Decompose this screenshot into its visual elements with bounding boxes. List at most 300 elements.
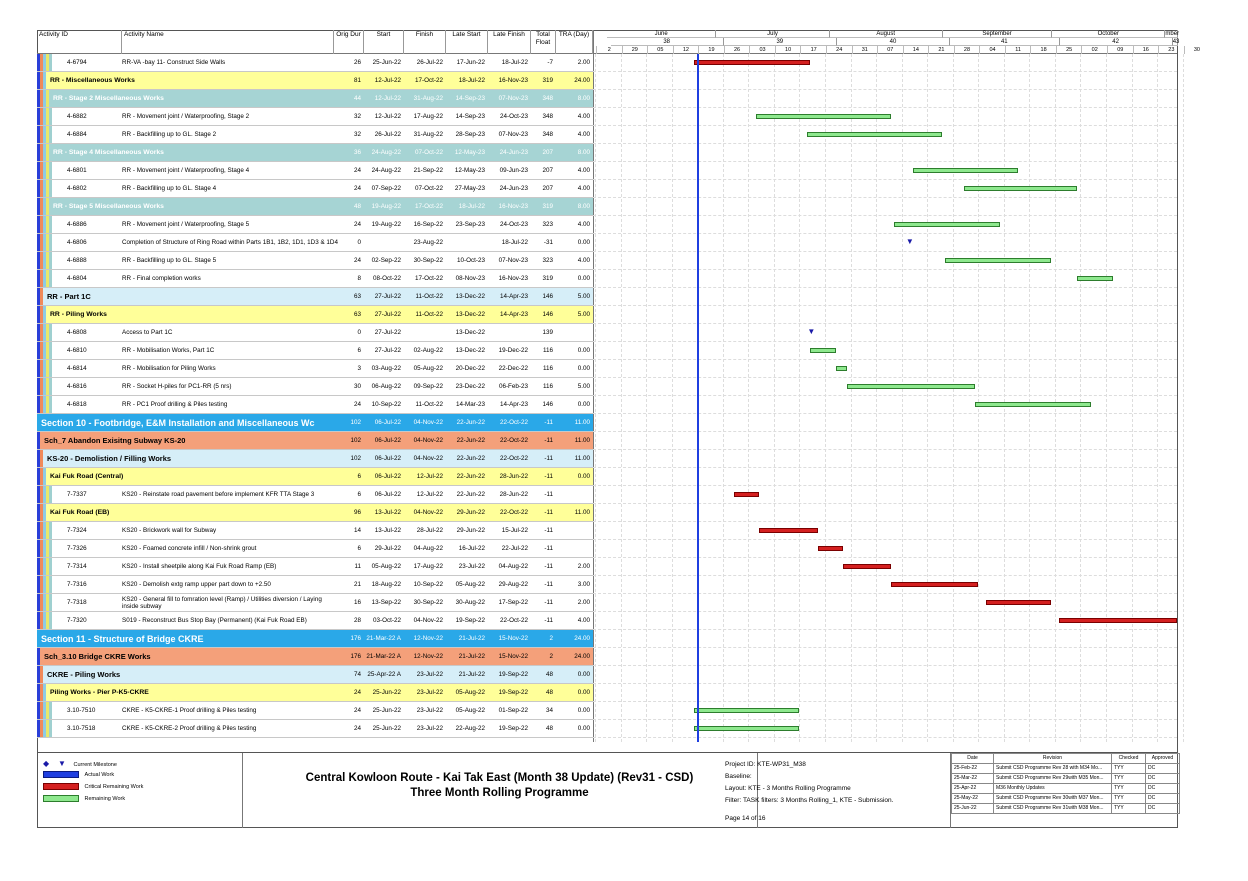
revision-header: Date — [952, 754, 994, 764]
gantt-row — [593, 594, 1177, 612]
activity-row[interactable] — [37, 558, 593, 576]
wbs-row[interactable] — [37, 90, 593, 108]
wbs-name: RR - Piling Works — [50, 311, 107, 318]
revision-cell: Submit CSD Programme Rev 31with M38 Mon... — [994, 804, 1112, 814]
finish-date: 04-Nov-22 — [413, 437, 443, 444]
wbs-row[interactable] — [37, 144, 593, 162]
activity-row[interactable] — [37, 180, 593, 198]
remaining-bar[interactable] — [847, 384, 975, 389]
revision-cell: Submit CSD Programme Rev 28 with M34 Mo... — [994, 764, 1112, 774]
remaining-bar[interactable] — [694, 708, 800, 713]
late-start-date: 13-Dec-22 — [455, 293, 485, 300]
header-finish[interactable]: Finish — [404, 30, 446, 54]
critical-bar[interactable] — [694, 60, 811, 65]
total-float: 146 — [542, 293, 553, 300]
late-start-date: 21-Jul-22 — [458, 653, 485, 660]
orig-dur: 6 — [357, 545, 361, 552]
milestone-icon[interactable]: ▼ — [905, 237, 914, 246]
day-label: 21 — [928, 46, 954, 54]
activity-name: KS20 - Demolish extg ramp upper part down to +2.50 — [122, 581, 271, 588]
finish-date: 26-Jul-22 — [416, 59, 443, 66]
finish-date: 30-Sep-22 — [413, 599, 443, 606]
activity-name: S019 - Reconstruct Bus Stop Bay (Permanent) (Kai Fuk Road EB) — [122, 617, 307, 624]
total-float: -11 — [544, 509, 553, 516]
start-date: 21-Mar-22 A — [366, 635, 401, 642]
activity-name: CKRE - K5-CKRE-1 Proof drilling & Piles testing — [122, 707, 257, 714]
late-finish-date: 14-Apr-23 — [499, 311, 528, 318]
total-float: -11 — [544, 455, 553, 462]
orig-dur: 102 — [350, 437, 361, 444]
footer — [37, 752, 1178, 828]
revision-row — [952, 794, 1180, 804]
day-label: 23 — [1158, 46, 1184, 54]
activity-name: KS20 - Brickwork wall for Subway — [122, 527, 217, 534]
start-date: 03-Oct-22 — [373, 617, 401, 624]
late-start-date: 14-Sep-23 — [455, 95, 485, 102]
wbs-row[interactable] — [37, 432, 593, 450]
wbs-row[interactable] — [37, 198, 593, 216]
header-tra[interactable]: TRA (Day) — [556, 30, 593, 54]
activity-id: 4-6802 — [67, 185, 87, 192]
finish-date: 12-Jul-22 — [416, 473, 443, 480]
day-label: 09 — [1107, 46, 1133, 54]
actual-work-swatch — [43, 771, 79, 778]
orig-dur: 6 — [357, 347, 361, 354]
total-float: -11 — [544, 419, 553, 426]
orig-dur: 24 — [353, 167, 361, 174]
month-label: June — [607, 30, 717, 38]
activity-row[interactable] — [37, 522, 593, 540]
day-label: 18 — [1030, 46, 1056, 54]
activity-id: 7-7320 — [67, 617, 87, 624]
data-date-line — [697, 54, 699, 742]
late-start-date: 12-May-23 — [454, 149, 485, 156]
activity-row[interactable] — [37, 612, 593, 630]
total-float: 207 — [542, 149, 553, 156]
late-finish-date: 07-Nov-23 — [498, 257, 528, 264]
day-label: 19 — [698, 46, 724, 54]
activity-row[interactable] — [37, 576, 593, 594]
critical-bar[interactable] — [891, 582, 979, 587]
activity-name: RR - Movement joint / Waterproofing, Stage 4 — [122, 167, 250, 174]
activity-row[interactable] — [37, 720, 593, 738]
header-late-start[interactable]: Late Start — [446, 30, 488, 54]
gantt-row — [593, 324, 1177, 342]
total-float: 319 — [542, 203, 553, 210]
start-date: 27-Jul-22 — [374, 311, 401, 318]
remaining-bar[interactable] — [894, 222, 1000, 227]
wbs-row[interactable] — [37, 72, 593, 90]
gantt-row — [593, 414, 1177, 432]
start-date: 03-Aug-22 — [371, 365, 401, 372]
start-date: 25-Jun-22 — [372, 725, 401, 732]
grid-line — [1183, 54, 1184, 742]
activity-id: 4-6801 — [67, 167, 87, 174]
day-label: 10 — [775, 46, 801, 54]
activity-row[interactable] — [37, 594, 593, 612]
orig-dur: 102 — [350, 419, 361, 426]
revision-header: Checked — [1112, 754, 1146, 764]
wbs-row[interactable] — [37, 684, 593, 702]
activity-id: 7-7326 — [67, 545, 87, 552]
gantt-row — [593, 432, 1177, 450]
activity-row[interactable] — [37, 486, 593, 504]
gantt-row — [593, 306, 1177, 324]
late-start-date: 28-Sep-23 — [455, 131, 485, 138]
revision-cell: 25-Feb-22 — [952, 764, 994, 774]
activity-id: 4-6794 — [67, 59, 87, 66]
tra-days: 0.00 — [577, 725, 590, 732]
orig-dur: 14 — [353, 527, 361, 534]
late-finish-date: 24-Oct-23 — [500, 113, 528, 120]
milestone-icon[interactable]: ▼ — [807, 327, 816, 336]
finish-date: 10-Sep-22 — [413, 581, 443, 588]
legend-actual-work: Actual Work — [43, 771, 114, 778]
late-finish-date: 01-Sep-22 — [498, 707, 528, 714]
day-label: 24 — [826, 46, 852, 54]
activity-id: 4-6818 — [67, 401, 87, 408]
late-start-date: 05-Aug-22 — [455, 707, 485, 714]
late-start-date: 22-Jun-22 — [456, 491, 485, 498]
activity-name: RR - Backfilling up to GL. Stage 5 — [122, 257, 217, 264]
month-label: September — [943, 30, 1053, 38]
revision-cell: DC — [1146, 774, 1180, 784]
finish-date: 05-Aug-22 — [413, 365, 443, 372]
orig-dur: 24 — [353, 221, 361, 228]
late-finish-date: 18-Jul-22 — [501, 239, 528, 246]
orig-dur: 32 — [353, 113, 361, 120]
finish-date: 17-Aug-22 — [413, 563, 443, 570]
orig-dur: 74 — [353, 671, 361, 678]
activity-row[interactable] — [37, 234, 593, 252]
day-label: 11 — [1005, 46, 1031, 54]
activity-id: 4-6816 — [67, 383, 87, 390]
gantt-row — [593, 162, 1177, 180]
activity-row[interactable] — [37, 396, 593, 414]
total-float: 348 — [542, 131, 553, 138]
start-date: 12-Jul-22 — [374, 113, 401, 120]
finish-date — [404, 324, 446, 342]
revision-header: Approved — [1146, 754, 1180, 764]
start-date: 26-Jul-22 — [374, 131, 401, 138]
remaining-bar[interactable] — [1077, 276, 1114, 281]
critical-bar[interactable] — [759, 528, 817, 533]
finish-date: 17-Oct-22 — [415, 77, 443, 84]
activity-id: 7-7337 — [67, 491, 87, 498]
gantt-row — [593, 720, 1177, 738]
wbs-row[interactable] — [37, 504, 593, 522]
activity-id: 3.10-7510 — [67, 707, 96, 714]
day-label: 26 — [724, 46, 750, 54]
activity-name: KS20 - Reinstate road pavement before implement KFR TTA Stage 3 — [122, 491, 315, 498]
header-total-float[interactable]: Total Float — [531, 30, 556, 54]
total-float: 348 — [542, 95, 553, 102]
revision-cell: DC — [1146, 764, 1180, 774]
late-start-date: 22-Jun-22 — [456, 455, 485, 462]
finish-date: 07-Oct-22 — [415, 185, 443, 192]
revision-table — [951, 753, 1180, 814]
wbs-row[interactable] — [37, 414, 593, 432]
critical-bar[interactable] — [986, 600, 1052, 605]
revision-cell: 25-Apr-22 — [952, 784, 994, 794]
tra-days: 0.00 — [577, 473, 590, 480]
wbs-name: Kai Fuk Road (Central) — [50, 473, 124, 480]
late-finish-date: 15-Nov-22 — [498, 635, 528, 642]
orig-dur: 36 — [353, 149, 361, 156]
activity-row[interactable] — [37, 342, 593, 360]
tra-days: 0.00 — [577, 689, 590, 696]
day-label: 29 — [622, 46, 648, 54]
total-float: 48 — [545, 725, 553, 732]
remaining-bar[interactable] — [964, 186, 1077, 191]
orig-dur: 0 — [357, 239, 361, 246]
wbs-name: Sch_3.10 Bridge CKRE Works — [44, 652, 151, 661]
orig-dur: 102 — [350, 455, 361, 462]
finish-date: 07-Oct-22 — [415, 149, 443, 156]
project-layout: Layout: KTE - 3 Months Rolling Programme — [725, 785, 851, 792]
start-date: 13-Jul-22 — [374, 527, 401, 534]
late-start-date: 22-Aug-22 — [455, 725, 485, 732]
activity-id: 4-6810 — [67, 347, 87, 354]
activity-row[interactable] — [37, 270, 593, 288]
orig-dur: 24 — [353, 401, 361, 408]
wbs-name: CKRE - Piling Works — [47, 670, 121, 679]
late-finish-date: 16-Nov-23 — [498, 77, 528, 84]
late-finish-date: 24-Jun-23 — [499, 149, 528, 156]
wbs-row[interactable] — [37, 288, 593, 306]
start-date: 21-Mar-22 A — [366, 653, 401, 660]
late-finish-date: 14-Apr-23 — [499, 293, 528, 300]
activity-row[interactable] — [37, 216, 593, 234]
week-label: 39 — [724, 38, 837, 46]
late-start-date: 14-Mar-23 — [455, 401, 485, 408]
tra-days — [556, 522, 593, 540]
tra-days: 11.00 — [574, 419, 590, 426]
gantt-row — [593, 180, 1177, 198]
finish-date: 04-Nov-22 — [413, 419, 443, 426]
start-date: 13-Jul-22 — [374, 509, 401, 516]
wbs-row[interactable] — [37, 666, 593, 684]
wbs-name: Section 10 - Footbridge, E&M Installation and Miscellaneous Wc — [41, 418, 315, 428]
orig-dur: 63 — [353, 311, 361, 318]
activity-id: 7-7324 — [67, 527, 87, 534]
remaining-bar[interactable] — [694, 726, 800, 731]
revision-cell: 25-Mar-22 — [952, 774, 994, 784]
total-float: -11 — [544, 581, 553, 588]
day-label: 2 — [596, 46, 622, 54]
tra-days: 5.00 — [577, 311, 590, 318]
activity-name: Access to Part 1C — [122, 329, 173, 336]
day-label: 30 — [1184, 46, 1210, 54]
total-float: -11 — [544, 599, 553, 606]
revision-cell: TYY — [1112, 774, 1146, 784]
activity-id: 7-7314 — [67, 563, 87, 570]
tra-days: 0.00 — [577, 239, 590, 246]
critical-bar[interactable] — [1059, 618, 1177, 623]
week-label: 40 — [837, 38, 950, 46]
activity-row[interactable] — [37, 324, 593, 342]
day-label: 17 — [800, 46, 826, 54]
start-date: 25-Apr-22 A — [367, 671, 401, 678]
start-date: 06-Aug-22 — [371, 383, 401, 390]
activity-row[interactable] — [37, 252, 593, 270]
gantt-row — [593, 144, 1177, 162]
orig-dur: 8 — [357, 275, 361, 282]
activity-name: RR-VA -bay 11- Construct Side Walls — [122, 59, 226, 66]
tra-days: 4.00 — [577, 113, 590, 120]
month-label: October — [1052, 30, 1165, 38]
late-start-date: 17-Jun-22 — [456, 59, 485, 66]
wbs-row[interactable] — [37, 306, 593, 324]
total-float: 2 — [549, 635, 553, 642]
late-finish-date: 07-Nov-23 — [498, 131, 528, 138]
finish-date: 04-Aug-22 — [413, 545, 443, 552]
total-float: 48 — [545, 689, 553, 696]
title-line-2: Three Month Rolling Programme — [410, 787, 589, 799]
wbs-name: RR - Stage 2 Miscellaneous Works — [53, 95, 164, 102]
late-start-date — [446, 234, 488, 252]
wbs-row[interactable] — [37, 648, 593, 666]
activity-row[interactable] — [37, 702, 593, 720]
finish-date: 04-Nov-22 — [413, 509, 443, 516]
activity-name: RR - Backfilling up to GL. Stage 2 — [122, 131, 217, 138]
header-orig-dur[interactable]: Orig Dur — [334, 30, 364, 54]
critical-bar[interactable] — [843, 564, 890, 569]
title-line-1: Central Kowloon Route - Kai Tak East (Month 38 Update) (Rev31 - CSD) — [305, 772, 694, 784]
wbs-name: KS-20 - Demolistion / Filling Works — [47, 454, 172, 463]
orig-dur: 30 — [353, 383, 361, 390]
activity-row[interactable] — [37, 162, 593, 180]
remaining-bar[interactable] — [756, 114, 891, 119]
tra-days: 11.00 — [574, 509, 590, 516]
orig-dur: 176 — [350, 653, 361, 660]
activity-name: RR - Final completion works — [122, 275, 201, 282]
finish-date: 23-Aug-22 — [413, 239, 443, 246]
activity-row[interactable] — [37, 378, 593, 396]
gantt-row — [593, 540, 1177, 558]
tra-days: 24.00 — [574, 653, 590, 660]
gantt-row — [593, 450, 1177, 468]
finish-date: 11-Oct-22 — [415, 293, 443, 300]
header-start[interactable]: Start — [364, 30, 404, 54]
legend-remaining-work: Remaining Work — [43, 795, 125, 802]
orig-dur: 6 — [357, 491, 361, 498]
header-activity-name[interactable]: Activity Name — [122, 30, 334, 54]
late-finish-date: 15-Jul-22 — [501, 527, 528, 534]
late-finish-date: 06-Feb-23 — [498, 383, 528, 390]
late-start-date: 10-Oct-23 — [457, 257, 485, 264]
orig-dur: 3 — [357, 365, 361, 372]
critical-bar[interactable] — [818, 546, 844, 551]
start-date: 06-Jul-22 — [374, 473, 401, 480]
orig-dur: 6 — [357, 473, 361, 480]
wbs-name: Section 11 - Structure of Bridge CKRE — [41, 634, 204, 644]
wbs-row[interactable] — [37, 468, 593, 486]
finish-date: 21-Sep-22 — [413, 167, 443, 174]
tra-days: 5.00 — [577, 293, 590, 300]
orig-dur: 28 — [353, 617, 361, 624]
remaining-bar[interactable] — [807, 132, 942, 137]
activity-row[interactable] — [37, 360, 593, 378]
activity-id: 7-7316 — [67, 581, 87, 588]
late-finish-date: 16-Nov-23 — [498, 203, 528, 210]
gantt-timescale — [593, 30, 1200, 54]
finish-date: 23-Jul-22 — [416, 725, 443, 732]
day-label: 02 — [1081, 46, 1107, 54]
start-date: 25-Jun-22 — [372, 707, 401, 714]
wbs-name: Kai Fuk Road (EB) — [50, 509, 110, 516]
total-float: 323 — [542, 221, 553, 228]
wbs-row[interactable] — [37, 450, 593, 468]
project-baseline: Baseline: — [725, 773, 752, 780]
start-date: 25-Jun-22 — [372, 689, 401, 696]
orig-dur: 48 — [353, 203, 361, 210]
day-label: 25 — [1056, 46, 1082, 54]
orig-dur: 24 — [353, 725, 361, 732]
wbs-row[interactable] — [37, 630, 593, 648]
remaining-bar[interactable] — [810, 348, 836, 353]
tra-days: 8.00 — [577, 95, 590, 102]
activity-id: 7-7318 — [67, 599, 87, 606]
finish-date: 11-Oct-22 — [415, 401, 443, 408]
tra-days — [556, 540, 593, 558]
header-activity-id[interactable]: Activity ID — [37, 30, 122, 54]
milestone-icon: ◆ ▼ — [43, 759, 66, 768]
gantt-row — [593, 72, 1177, 90]
remaining-bar[interactable] — [913, 168, 1019, 173]
activity-name: KS20 - Install sheetpile along Kai Fuk Road Ramp (EB) — [122, 563, 277, 570]
late-start-date: 13-Dec-22 — [455, 329, 485, 336]
start-date: 24-Aug-22 — [371, 149, 401, 156]
total-float: 2 — [549, 653, 553, 660]
total-float: -11 — [544, 563, 553, 570]
late-finish-date: 14-Apr-23 — [499, 401, 528, 408]
tra-days: 4.00 — [577, 221, 590, 228]
project-info — [725, 753, 950, 828]
wbs-name: Sch_7 Abandon Exisitng Subway KS-20 — [44, 436, 186, 445]
gantt-row — [593, 198, 1177, 216]
remaining-bar[interactable] — [836, 366, 847, 371]
activity-row[interactable] — [37, 54, 593, 72]
late-start-date: 13-Dec-22 — [455, 311, 485, 318]
total-float: -11 — [544, 527, 553, 534]
total-float: 348 — [542, 113, 553, 120]
finish-date: 12-Nov-22 — [413, 653, 443, 660]
finish-date: 09-Sep-22 — [413, 383, 443, 390]
total-float: 207 — [542, 185, 553, 192]
orig-dur: 176 — [350, 635, 361, 642]
activity-row[interactable] — [37, 108, 593, 126]
revision-cell: TYY — [1112, 804, 1146, 814]
header-late-finish[interactable]: Late Finish — [488, 30, 531, 54]
page-number: Page 14 of 16 — [725, 815, 766, 822]
activity-row[interactable] — [37, 126, 593, 144]
start-date: 06-Jul-22 — [374, 455, 401, 462]
tra-days: 0.00 — [577, 275, 590, 282]
revision-row — [952, 784, 1180, 794]
orig-dur: 24 — [353, 689, 361, 696]
late-start-date: 23-Dec-22 — [455, 383, 485, 390]
gantt-row — [593, 342, 1177, 360]
remaining-bar[interactable] — [945, 258, 1051, 263]
gantt-row — [593, 468, 1177, 486]
remaining-bar[interactable] — [975, 402, 1092, 407]
orig-dur: 81 — [353, 77, 361, 84]
activity-name: RR - Mobilisation for Piling Works — [122, 365, 216, 372]
critical-bar[interactable] — [734, 492, 760, 497]
tra-days — [556, 324, 593, 342]
activity-row[interactable] — [37, 540, 593, 558]
